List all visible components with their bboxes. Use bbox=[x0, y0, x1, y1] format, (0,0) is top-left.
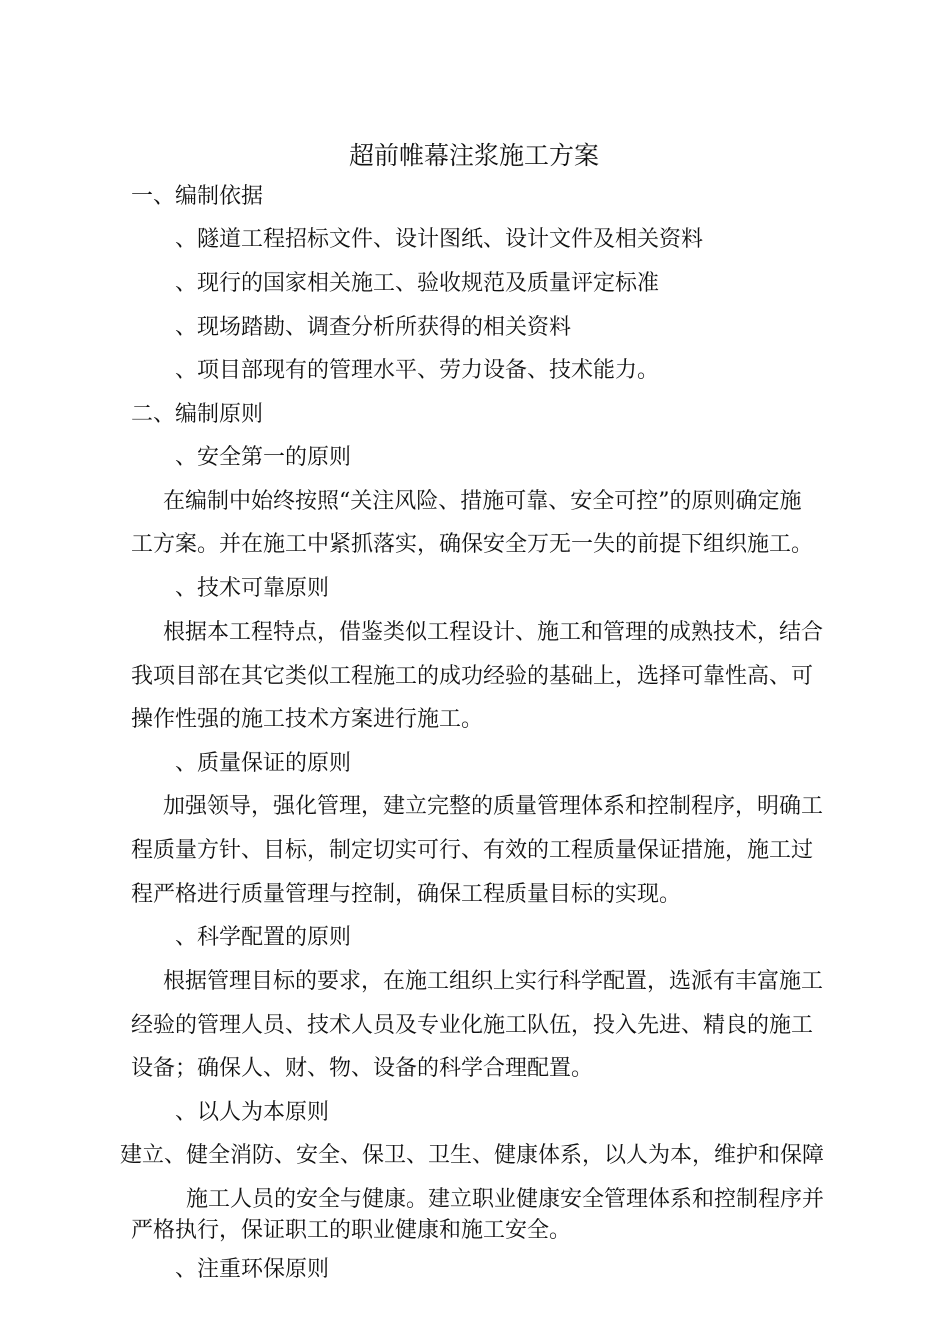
principle-technical-line-2: 我项目部在其它类似工程施工的成功经验的基础上，选择可靠性高、可 bbox=[131, 664, 814, 689]
principle-safety-heading: 、安全第一的原则 bbox=[175, 445, 352, 470]
basis-item-2: 、现行的国家相关施工、验收规范及质量评定标准 bbox=[175, 271, 660, 296]
principle-allocation-heading: 、科学配置的原则 bbox=[175, 925, 352, 950]
basis-item-4: 、项目部现有的管理水平、劳力设备、技术能力。 bbox=[175, 358, 660, 383]
principle-allocation-line-1: 根据管理目标的要求，在施工组织上实行科学配置，选派有丰富施工 bbox=[163, 969, 824, 994]
principle-safety-line-1: 在编制中始终按照“关注风险、措施可靠、安全可控”的原则确定施 bbox=[163, 489, 802, 514]
document-title: 超前帷幕注浆施工方案 bbox=[349, 141, 600, 170]
principle-quality-line-3: 程严格进行质量管理与控制，确保工程质量目标的实现。 bbox=[131, 882, 682, 907]
basis-item-3: 、现场踏勘、调查分析所获得的相关资料 bbox=[175, 315, 572, 340]
principle-quality-line-1: 加强领导，强化管理，建立完整的质量管理体系和控制程序，明确工 bbox=[163, 794, 824, 819]
section-heading-principles: 二、编制原则 bbox=[131, 402, 264, 427]
principle-environment-heading: 、注重环保原则 bbox=[175, 1257, 330, 1282]
principle-people-line-1: 建立、健全消防、安全、保卫、卫生、健康体系，以人为本，维护和保障 bbox=[120, 1143, 825, 1168]
principle-technical-line-3: 操作性强的施工技术方案进行施工。 bbox=[131, 707, 484, 732]
principle-safety-line-2: 工方案。并在施工中紧抓落实，确保安全万无一失的前提下组织施工。 bbox=[131, 532, 814, 557]
principle-allocation-line-2: 经验的管理人员、技术人员及专业化施工队伍，投入先进、精良的施工 bbox=[131, 1013, 814, 1038]
basis-item-1: 、隧道工程招标文件、设计图纸、设计文件及相关资料 bbox=[175, 227, 704, 252]
principle-technical-line-1: 根据本工程特点，借鉴类似工程设计、施工和管理的成熟技术，结合 bbox=[163, 620, 824, 645]
section-heading-basis: 一、编制依据 bbox=[131, 184, 264, 209]
principle-people-line-2: 施工人员的安全与健康。建立职业健康安全管理体系和控制程序并 bbox=[186, 1187, 825, 1212]
principle-people-heading: 、以人为本原则 bbox=[175, 1100, 330, 1125]
principle-people-line-3: 严格执行，保证职工的职业健康和施工安全。 bbox=[131, 1218, 572, 1243]
principle-allocation-line-3: 设备；确保人、财、物、设备的科学合理配置。 bbox=[131, 1056, 594, 1081]
principle-quality-heading: 、质量保证的原则 bbox=[175, 751, 352, 776]
principle-quality-line-2: 程质量方针、目标，制定切实可行、有效的工程质量保证措施，施工过 bbox=[131, 838, 814, 863]
principle-technical-heading: 、技术可靠原则 bbox=[175, 576, 330, 601]
